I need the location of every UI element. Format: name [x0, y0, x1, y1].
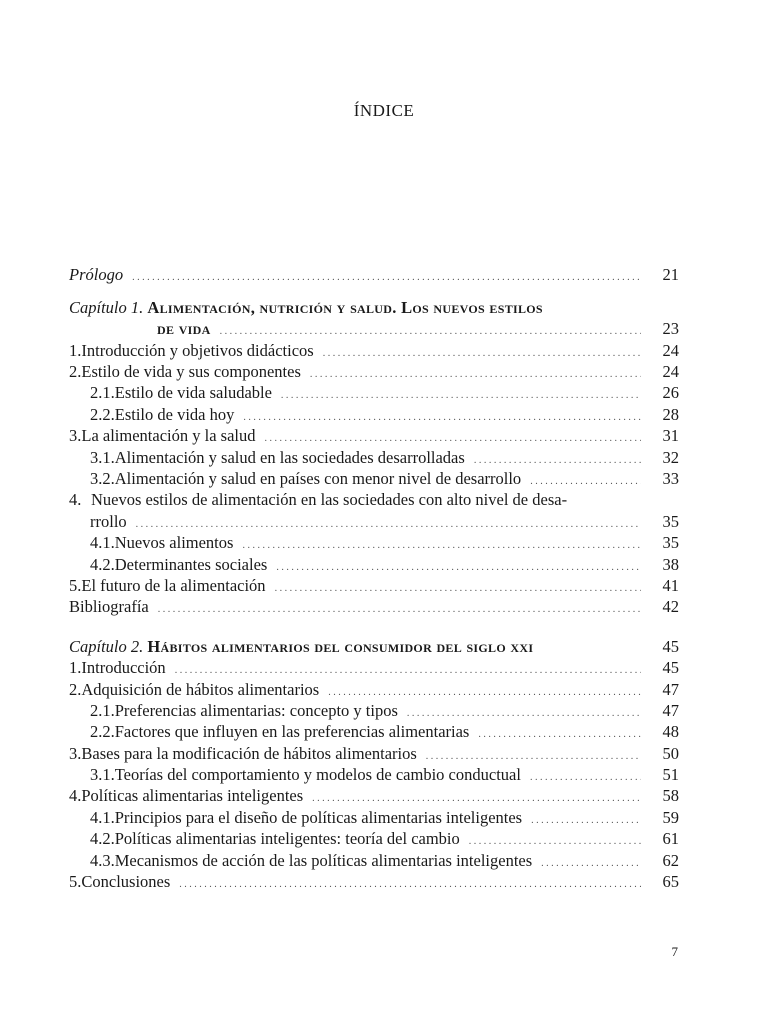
toc-num: 4.	[69, 490, 82, 510]
toc-num: 4.2.	[90, 554, 115, 574]
toc-entry[interactable]	[69, 425, 679, 446]
toc-page: 47	[662, 700, 679, 720]
toc-num: 3.	[69, 426, 82, 446]
toc-label: Estilo de vida hoy	[114, 404, 235, 424]
toc-page: 24	[662, 340, 679, 360]
chapter-prefix: Capítulo 1.	[69, 297, 144, 317]
toc-num: 4.	[69, 786, 82, 806]
toc-label: Determinantes sociales	[114, 554, 268, 574]
chapter-1-title-line1[interactable]	[69, 297, 679, 318]
toc-page: 61	[662, 829, 679, 849]
toc-page: 65	[662, 872, 679, 892]
toc-entry[interactable]	[69, 785, 679, 806]
toc-label: Nuevos estilos de alimentación en las sociedades con alto nivel de desa-	[91, 490, 568, 510]
toc-num: 2.	[69, 679, 82, 699]
toc-label: Bases para la modificación de hábitos alimentarios	[81, 743, 417, 763]
toc-subentry[interactable]	[69, 828, 679, 849]
toc-label: Factores que influyen en las preferencias alimentarias	[114, 722, 470, 742]
toc-page: 35	[662, 511, 679, 531]
toc-num: 5.	[69, 872, 82, 892]
page-number: 7	[671, 944, 678, 959]
toc-entry-wrapped-line2[interactable]	[69, 511, 679, 532]
toc-page: 58	[662, 786, 679, 806]
toc-num: 2.	[69, 362, 82, 382]
toc-num: 4.1.	[90, 533, 115, 553]
toc-page: 48	[662, 722, 679, 742]
toc-subentry[interactable]	[69, 447, 679, 468]
toc-entry[interactable]	[69, 340, 679, 361]
toc-page: 26	[662, 383, 679, 403]
toc-page: 21	[662, 265, 679, 284]
leader-dots	[242, 535, 641, 556]
toc-num: 4.2.	[90, 829, 115, 849]
toc-label: Nuevos alimentos	[114, 533, 234, 553]
toc-page: 28	[662, 404, 679, 424]
toc-num: 3.1.	[90, 447, 115, 467]
toc-entry-bibliografia[interactable]	[69, 596, 679, 617]
toc-subentry[interactable]	[69, 382, 679, 403]
toc-subentry[interactable]	[69, 850, 679, 871]
toc-label: Bibliografía	[69, 597, 149, 617]
leader-dots	[530, 767, 641, 788]
toc-page: 35	[662, 533, 679, 553]
toc-num: 4.3.	[90, 850, 115, 870]
toc-page: 47	[662, 679, 679, 699]
toc-subentry[interactable]	[69, 721, 679, 742]
toc-label: Adquisición de hábitos alimentarios	[81, 679, 320, 699]
toc-page: 23	[662, 319, 679, 339]
toc-num: 3.	[69, 743, 82, 763]
toc-page: 42	[662, 597, 679, 617]
toc-page: 24	[662, 362, 679, 382]
toc-page: 50	[662, 743, 679, 763]
leader-dots	[275, 578, 641, 599]
toc-label: Introducción	[81, 658, 166, 678]
toc-label: Alimentación y salud en las sociedades desarrolladas	[114, 447, 465, 467]
toc-label: El futuro de la alimentación	[81, 575, 266, 595]
toc-label: Políticas alimentarias inteligentes: teoría del cambio	[114, 829, 460, 849]
index-heading: ÍNDICE	[353, 101, 415, 120]
toc-entry[interactable]	[69, 871, 679, 892]
toc-label: Teorías del comportamiento y modelos de cambio conductual	[114, 765, 521, 785]
toc-label: Estilo de vida y sus componentes	[81, 362, 301, 382]
toc-num: 5.	[69, 575, 82, 595]
toc-entry[interactable]	[69, 679, 679, 700]
toc-num: 2.1.	[90, 383, 115, 403]
toc-label-continued: rrollo	[90, 511, 127, 531]
toc-num: 2.2.	[90, 404, 115, 424]
toc-page: 45	[662, 636, 679, 656]
leader-dots	[323, 343, 641, 364]
chapter-title-continued: de vida	[157, 319, 211, 339]
toc-entry[interactable]	[69, 743, 679, 764]
chapter-2-title[interactable]	[69, 636, 679, 657]
chapter-1-title-line2[interactable]	[69, 318, 679, 339]
toc-subentry[interactable]	[69, 764, 679, 785]
toc-entry-wrapped-line1[interactable]	[69, 489, 679, 510]
toc-label: Introducción y objetivos didácticos	[81, 340, 314, 360]
toc-num: 1.	[69, 658, 82, 678]
toc-page: 32	[662, 447, 679, 467]
leader-dots	[179, 874, 641, 895]
toc-num: 2.1.	[90, 700, 115, 720]
leader-dots	[281, 385, 641, 406]
toc-label: Alimentación y salud en países con menor nivel de desarrollo	[114, 469, 522, 489]
table-of-contents	[69, 264, 679, 892]
toc-subentry[interactable]	[69, 700, 679, 721]
toc-label: Preferencias alimentarias: concepto y tipos	[114, 700, 398, 720]
toc-num: 3.2.	[90, 469, 115, 489]
toc-subentry[interactable]	[69, 404, 679, 425]
chapter-title: Alimentación, nutrición y salud. Los nuevos estilos	[147, 297, 543, 317]
toc-label: Conclusiones	[81, 872, 171, 892]
leader-dots	[478, 724, 641, 745]
toc-label: Prólogo	[69, 265, 124, 284]
leader-dots	[243, 407, 641, 428]
toc-subentry[interactable]	[69, 807, 679, 828]
toc-label: Mecanismos de acción de las políticas alimentarias inteligentes	[114, 850, 533, 870]
toc-entry-prologo[interactable]	[69, 264, 679, 285]
toc-page: 59	[662, 807, 679, 827]
toc-num: 2.2.	[90, 722, 115, 742]
leader-dots	[276, 557, 641, 578]
toc-subentry[interactable]	[69, 554, 679, 575]
toc-label: Principios para el diseño de políticas alimentarias inteligentes	[114, 807, 523, 827]
leader-dots	[158, 599, 641, 620]
toc-subentry[interactable]	[69, 532, 679, 553]
toc-page: 31	[662, 426, 679, 446]
toc-label: Estilo de vida saludable	[114, 383, 272, 403]
leader-dots	[132, 267, 641, 288]
toc-page: 62	[662, 850, 679, 870]
toc-page: 38	[662, 554, 679, 574]
toc-page: 41	[662, 575, 679, 595]
toc-page: 33	[662, 469, 679, 489]
leader-dots	[531, 810, 641, 831]
toc-num: 4.1.	[90, 807, 115, 827]
toc-subentry[interactable]	[69, 468, 679, 489]
toc-entry[interactable]	[69, 575, 679, 596]
chapter-prefix: Capítulo 2.	[69, 636, 144, 656]
chapter-title: Hábitos alimentarios del consumidor del siglo xxi	[147, 636, 534, 656]
toc-entry[interactable]	[69, 657, 679, 678]
toc-label: Políticas alimentarias inteligentes	[81, 786, 304, 806]
toc-page: 51	[662, 765, 679, 785]
toc-num: 3.1.	[90, 765, 115, 785]
leader-dots	[541, 853, 641, 874]
toc-entry[interactable]	[69, 361, 679, 382]
leader-dots	[310, 364, 641, 385]
toc-page: 45	[662, 658, 679, 678]
toc-label: La alimentación y la salud	[81, 426, 256, 446]
toc-num: 1.	[69, 340, 82, 360]
